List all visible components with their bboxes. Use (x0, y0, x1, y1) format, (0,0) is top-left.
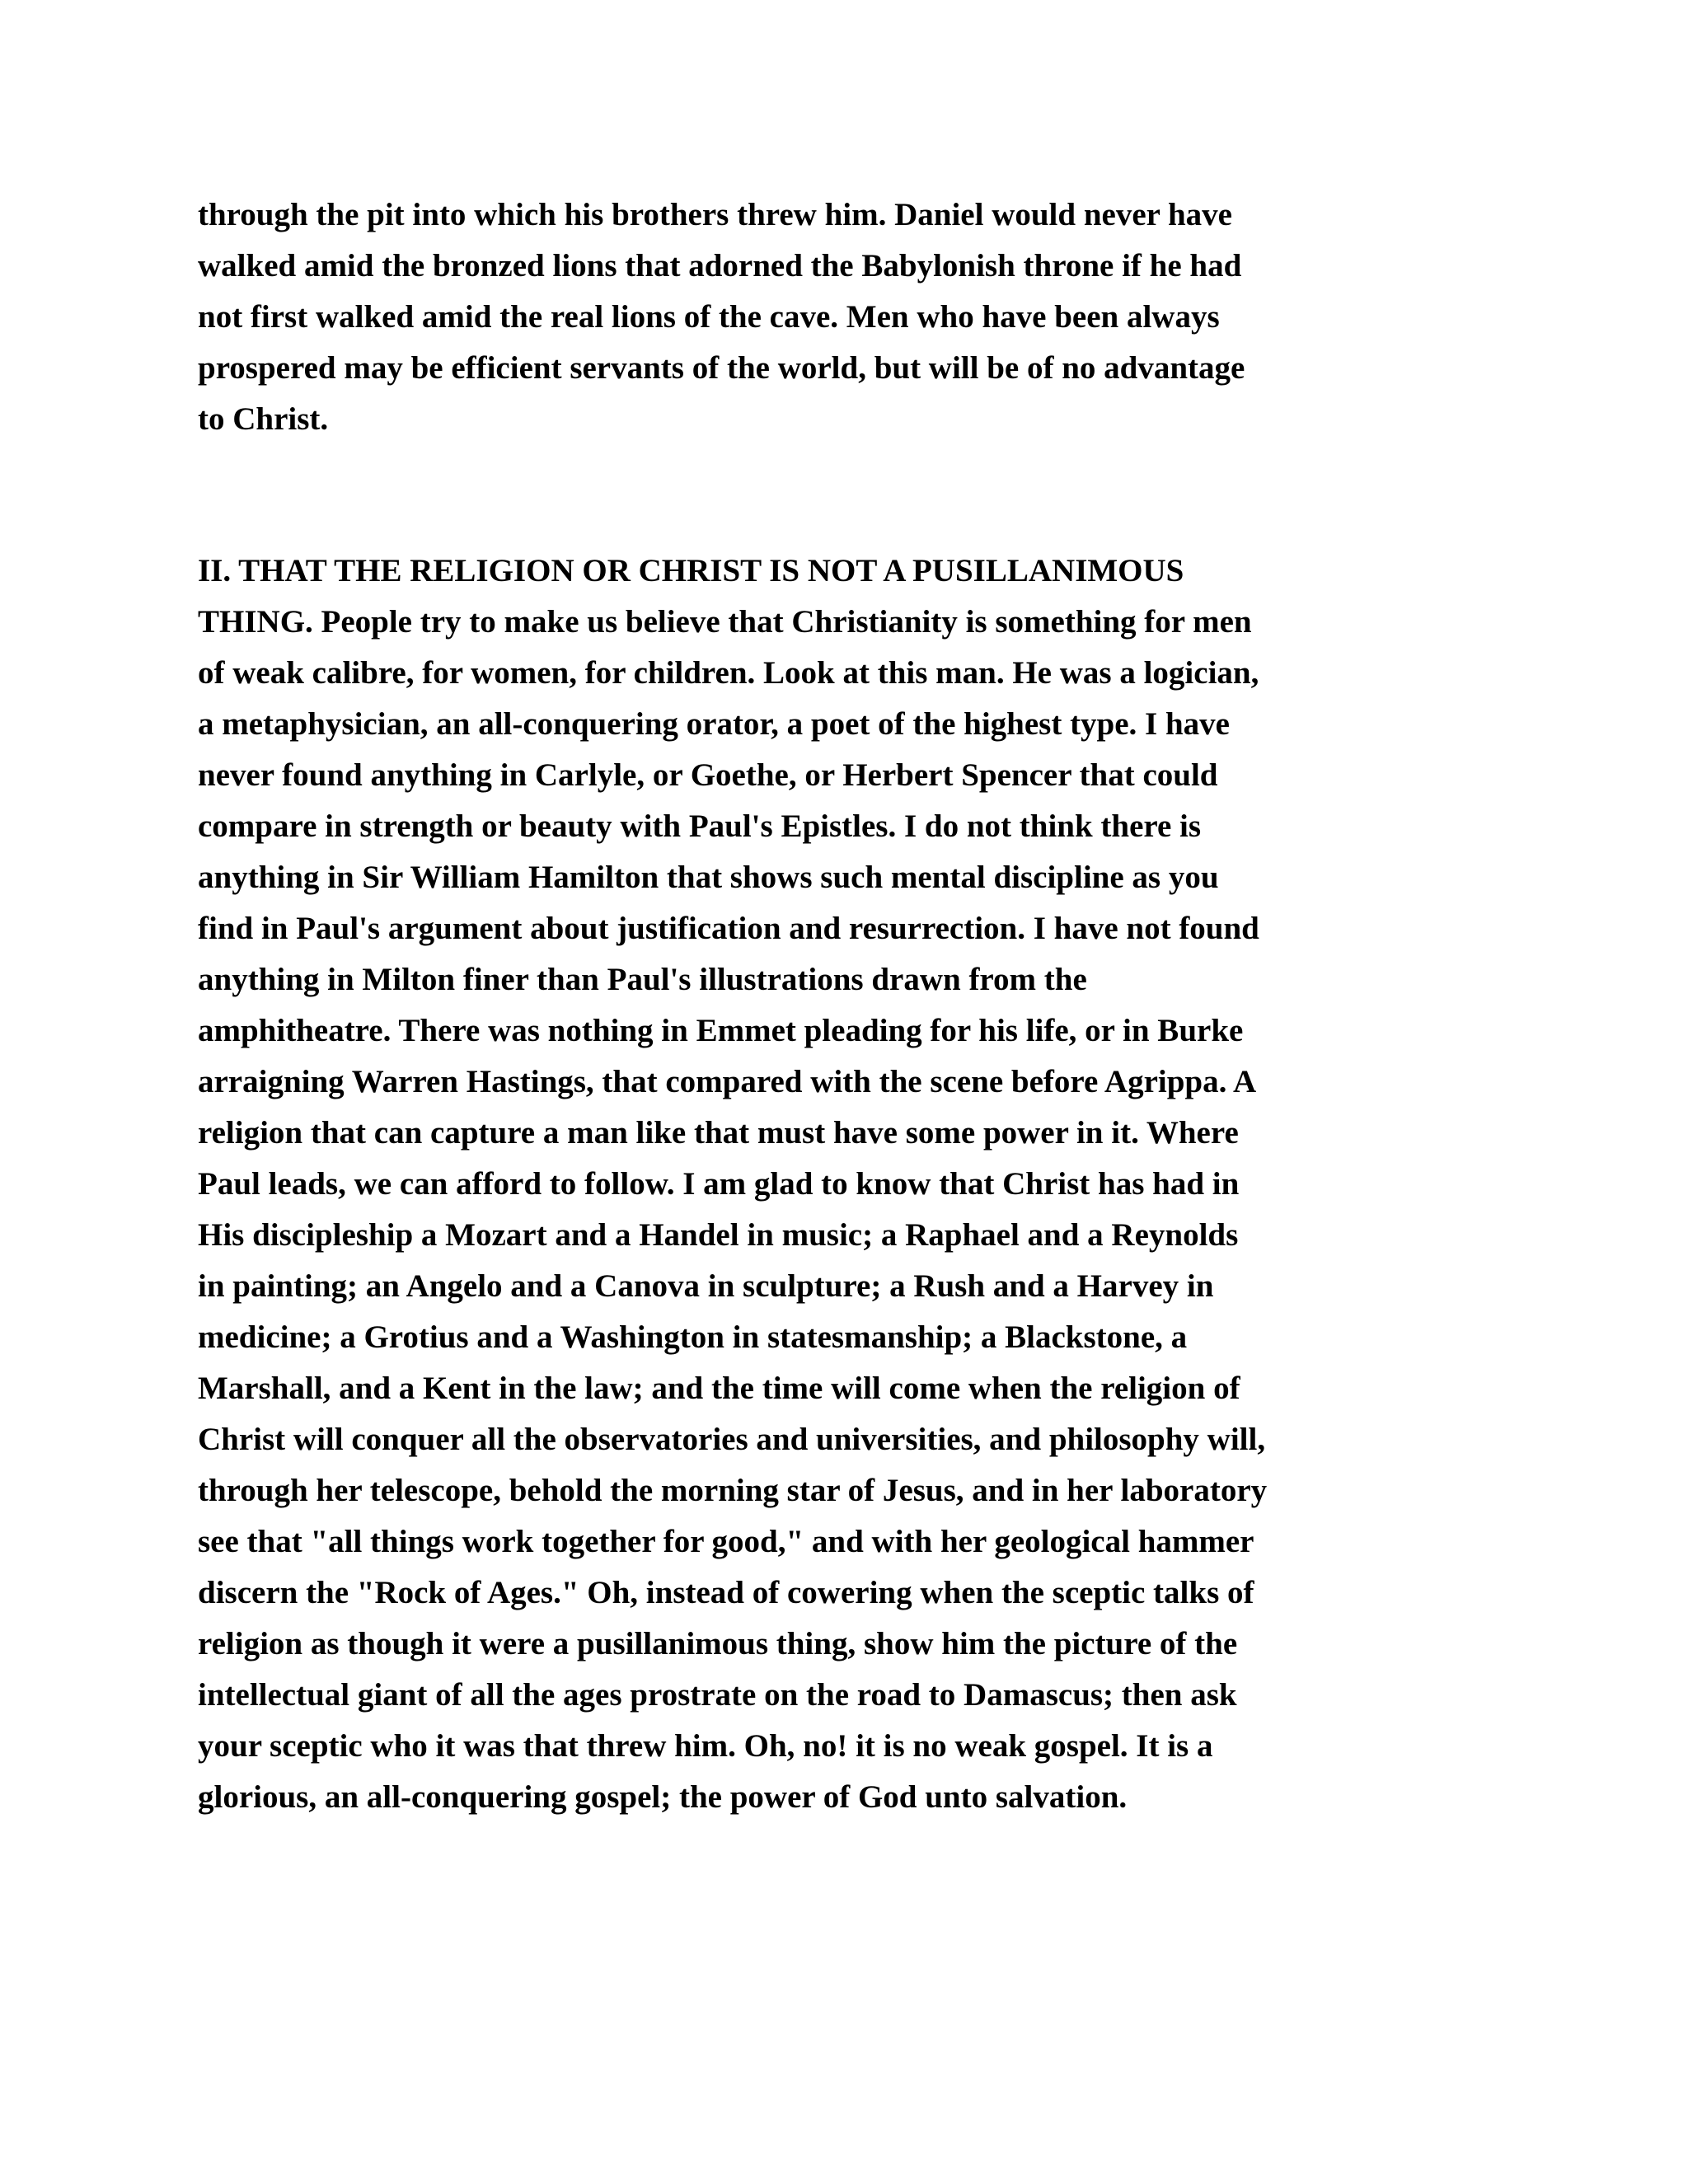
paragraph-2 (198, 546, 1500, 1823)
text-line: Paul leads, we can afford to follow. I am glad to know that Christ has had in (198, 1166, 1240, 1202)
text-line: medicine; a Grotius and a Washington in statesmanship; a Blackstone, a (198, 1319, 1188, 1355)
text-line: amphitheatre. There was nothing in Emmet pleading for his life, or in Burke (198, 1013, 1244, 1048)
text-line: religion that can capture a man like that must have some power in it. Where (198, 1115, 1239, 1151)
text-line: Marshall, and a Kent in the law; and the time will come when the religion of (198, 1371, 1240, 1406)
text-line: to Christ. (198, 401, 329, 437)
text-line: His discipleship a Mozart and a Handel in music; a Raphael and a Reynolds (198, 1217, 1239, 1253)
text-line: anything in Sir William Hamilton that shows such mental discipline as you (198, 860, 1219, 895)
text-line: intellectual giant of all the ages prostrate on the road to Damascus; then ask (198, 1677, 1237, 1713)
text-line: find in Paul's argument about justification and resurrection. I have not found (198, 911, 1259, 946)
text-line: not first walked amid the real lions of the cave. Men who have been always (198, 299, 1220, 335)
text-line: religion as though it were a pusillanimous thing, show him the picture of the (198, 1626, 1238, 1661)
text-line: walked amid the bronzed lions that adorned the Babylonish throne if he had (198, 248, 1242, 284)
text-line: through her telescope, behold the morning star of Jesus, and in her laboratory (198, 1473, 1268, 1508)
text-line: anything in Milton finer than Paul's illustrations drawn from the (198, 962, 1087, 997)
text-line: a metaphysician, an all-conquering orator, a poet of the highest type. I have (198, 706, 1230, 742)
text-line: your sceptic who it was that threw him. Oh, no! it is no weak gospel. It is a (198, 1728, 1213, 1764)
text-line: in painting; an Angelo and a Canova in sculpture; a Rush and a Harvey in (198, 1268, 1214, 1304)
text-line: compare in strength or beauty with Paul's Epistles. I do not think there is (198, 808, 1202, 844)
text-line: II. THAT THE RELIGION OR CHRIST IS NOT A PUSILLANIMOUS (198, 553, 1184, 588)
text-line: Christ will conquer all the observatories and universities, and philosophy will, (198, 1422, 1266, 1457)
text-line: see that "all things work together for good," and with her geological hammer (198, 1524, 1254, 1559)
text-line: through the pit into which his brothers threw him. Daniel would never have (198, 197, 1232, 232)
text-line: arraigning Warren Hastings, that compared with the scene before Agrippa. A (198, 1064, 1257, 1099)
text-line: never found anything in Carlyle, or Goethe, or Herbert Spencer that could (198, 757, 1218, 793)
text-line: THING. People try to make us believe that Christianity is something for men (198, 604, 1252, 640)
text-line: glorious, an all-conquering gospel; the power of God unto salvation. (198, 1779, 1128, 1815)
text-line: prospered may be efficient servants of the world, but will be of no advantage (198, 350, 1245, 386)
paragraph-1 (198, 190, 1500, 445)
text-line: of weak calibre, for women, for children. Look at this man. He was a logician, (198, 655, 1259, 691)
text-line: discern the "Rock of Ages." Oh, instead of cowering when the sceptic talks of (198, 1575, 1254, 1610)
